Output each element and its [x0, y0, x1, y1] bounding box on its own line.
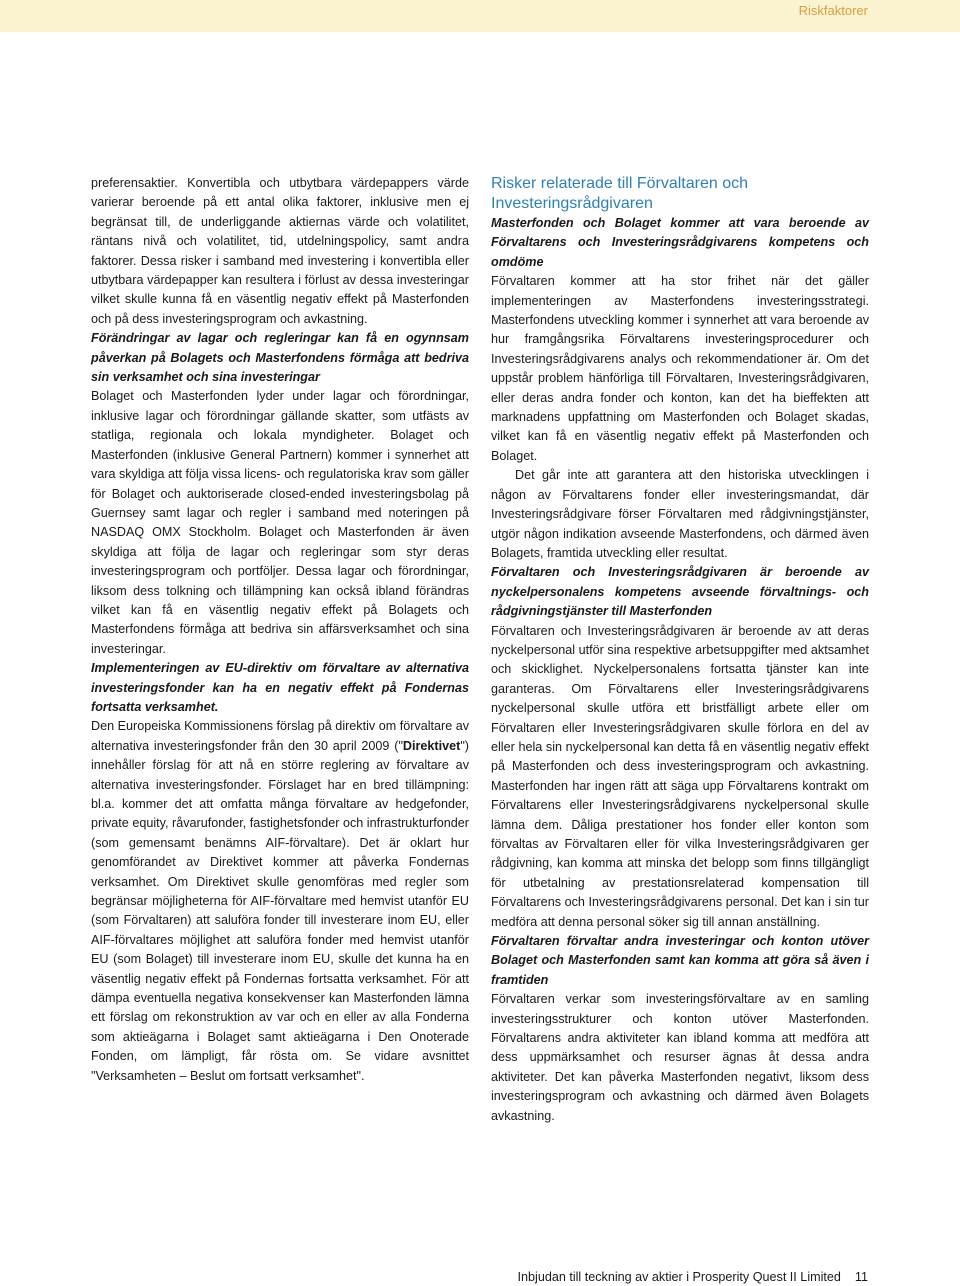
paragraph: Bolaget och Masterfonden lyder under lagar och förordningar, inklusive lagar och förordningar gällande skatter, som utfästs av statliga, regionala och lokala myndigheter. Bolaget och Masterfonden (inklusive General Partnern) kommer i synnerhet att vara skyldiga att följa vissa licens- och regulatoriska krav som gäller för Bolaget och auktoriserade closed-ended investeringsbolag på Guernsey samt lagar och regler i samband med noteringen på NASDAQ OMX Stockholm. Bolaget och Masterfonden är även skyldiga att följa de lagar och regleringar som styr deras investeringsprogram och portföljer. Dessa lagar och förordningar, liksom dess tolkning och tillämpning kan också ibland förändras vilket kan få en väsentlig negativ effekt på Bolagets och Masterfondens förmåga att bedriva sin affärsverksamhet och sina investeringar.: [91, 389, 469, 656]
paragraph: [91, 717, 469, 1086]
subheading: Förvaltaren och Investeringsrådgivaren är beroende av nyckelpersonalens kompetens avseende förvaltnings- och rådgivningstjänster till Masterfonden: [491, 565, 869, 619]
subheading: Förvaltaren förvaltar andra investeringar och konton utöver Bolaget och Masterfonden samt kan komma att göra så även i framtiden: [491, 934, 869, 987]
paragraph: Förvaltaren kommer att ha stor frihet när det gäller implementeringen av Masterfondens investeringsstrategi. Masterfondens utveckling kommer i synnerhet att vara beroende av hur framgångsrika Förvaltarens investeringsprocedurer och Investeringsrådgivarens analys och rekommendationer är. Om det uppstår problem hänförliga till Förvaltaren, Investeringsrådgivaren, eller deras andra fonder och konton, kan det ha bieffekten att marknadens uppfattning om Masterfonden och Bolaget skadas, vilket kan få en väsentlig negativ effekt på Masterfonden och Bolaget.: [491, 274, 869, 463]
page-number: 11: [854, 1270, 868, 1284]
page-footer: [518, 1268, 868, 1286]
subheading: Implementeringen av EU-direktiv om förvaltare av alternativa investeringsfonder kan ha en negativ effekt på Fondernas fortsatta verksamhet.: [91, 661, 469, 714]
section-heading: Risker relaterade till Förvaltaren och Investeringsrådgivaren: [491, 175, 748, 212]
subheading: Masterfonden och Bolaget kommer att vara beroende av Förvaltarens och Investeringsrådgivarens kompetens och omdöme: [491, 216, 869, 269]
section-title: Riskfaktorer: [798, 3, 868, 18]
left-column: [91, 174, 469, 1086]
footer-text: Inbjudan till teckning av aktier i Prosperity Quest II Limited: [517, 1270, 841, 1284]
paragraph: Förvaltaren verkar som investeringsförvaltare av en samling investeringsstrukturer och konton utöver Masterfonden. Förvaltarens andra aktiviteter kan ibland komma att medföra att dess uppmärksamhet och resurser ägnas åt dessa andra aktiviteter. Det kan påverka Masterfonden negativt, liksom dess investeringsprogram och avkastning och därmed även Bolagets avkastning.: [491, 992, 869, 1123]
paragraph: Det går inte att garantera att den historiska utvecklingen i någon av Förvaltarens fonder eller investeringsmandat, där Investeringsrådgivare förser Förvaltaren med rådgivningstjänster, utgör någon indikation avseende Masterfondens, och därmed även Bolagets, framtida utveckling eller resultat.: [491, 468, 869, 560]
subheading: Förändringar av lagar och regleringar kan få en ogynnsam påverkan på Bolagets och Masterfondens förmåga att bedriva sin verksamhet och sina investeringar: [91, 331, 469, 385]
header-band: [0, 0, 960, 32]
text-run: Den Europeiska Kommissionens förslag på direktiv om förvaltare av alternativa investeringsfonder från den 30 april 2009 (": [91, 719, 469, 753]
right-column: [491, 174, 869, 1126]
paragraph: Förvaltaren och Investeringsrådgivaren är beroende av att deras nyckelpersonal utför sina respektive arbetsuppgifter med aktsamhet och skicklighet. Nyckelpersonalens fortsatta tjänster kan inte garanteras. Om Förvaltarens eller Investeringsrådgivarens nyckelpersonal skulle utföra ett bristfälligt arbete eller om Förvaltaren eller Investeringsrådgivaren skulle förlora en del av eller hela sin nyckelpersonal kan detta få en väsentlig negativ effekt på Masterfonden och dess investeringsprogram och avkastning. Masterfonden har ingen rätt att säga upp Förvaltarens kontrakt om Förvaltarens eller Investeringsrådgivarens nyckelpersonal skulle lämna dem. Dåliga prestationer hos fonder eller konton som förvaltas av Förvaltaren eller för vilka Investeringsrådgivaren ger rådgivning, kan komma att minska det belopp som finns tillgängligt för utbetalning av prestationsrelaterad kompensation till Förvaltarens och Investeringsrådgivarens personal. Det kan i sin tur medföra att denna personal söker sig till annan anställning.: [491, 623, 869, 929]
text-run: ") innehåller förslag för att nå en större reglering av förvaltare av alternativa investeringsfonder. Förslaget har en bred tillämpning: bl.a. kommer det att omfatta många förvaltare av hedgefonder, private equity, råvarufonder, fastighetsfonder och infrastrukturfonder (som gemensamt benämns AIF-förvaltare). Det är oklart hur genomförandet av Direktivet kommer att påverka Fondernas verksamhet. Om Direktivet skulle genomföras med regler som begränsar möjligheterna för AIF-förvaltare med hemvist utanför EU (som Förvaltaren) att saluföra fonder till investerare inom EU, eller AIF-förvaltares möjlighet att saluföra fonder med hemvist utanför EU (som Bolaget) till investerare inom EU, skulle det kunna ha en väsentlig negativ effekt på Fondernas fortsatta verksamhet. För att dämpa eventuella negativa konsekvenser kan Masterfonden lämna ett förslag om rekonstruktion av var och en eller av alla Fonderna som aktieägarna i Bolaget samt aktieägarna i Den Onoterade Fonden, om lämpligt, får rösta om. Se vidare avsnittet "Verksamheten – Beslut om fortsatt verksamhet".: [91, 738, 469, 1083]
defined-term: Direktivet: [402, 738, 461, 753]
paragraph: preferensaktier. Konvertibla och utbytbara värdepappers värde varierar beroende på ett antal olika faktorer, inklusive men ej begränsat till, de underliggande aktiernas värde och volatilitet, räntans nivå och volatilitet, tid, utdelningspolicy, samt andra faktorer. Dessa risker i samband med investering i konvertibla eller utbytbara värdepapper kan resultera i förlust av dessa investeringar vilket skulle kunna få en väsentlig negativ effekt på Masterfonden och på dess investeringsprogram och avkastning.: [91, 176, 469, 326]
